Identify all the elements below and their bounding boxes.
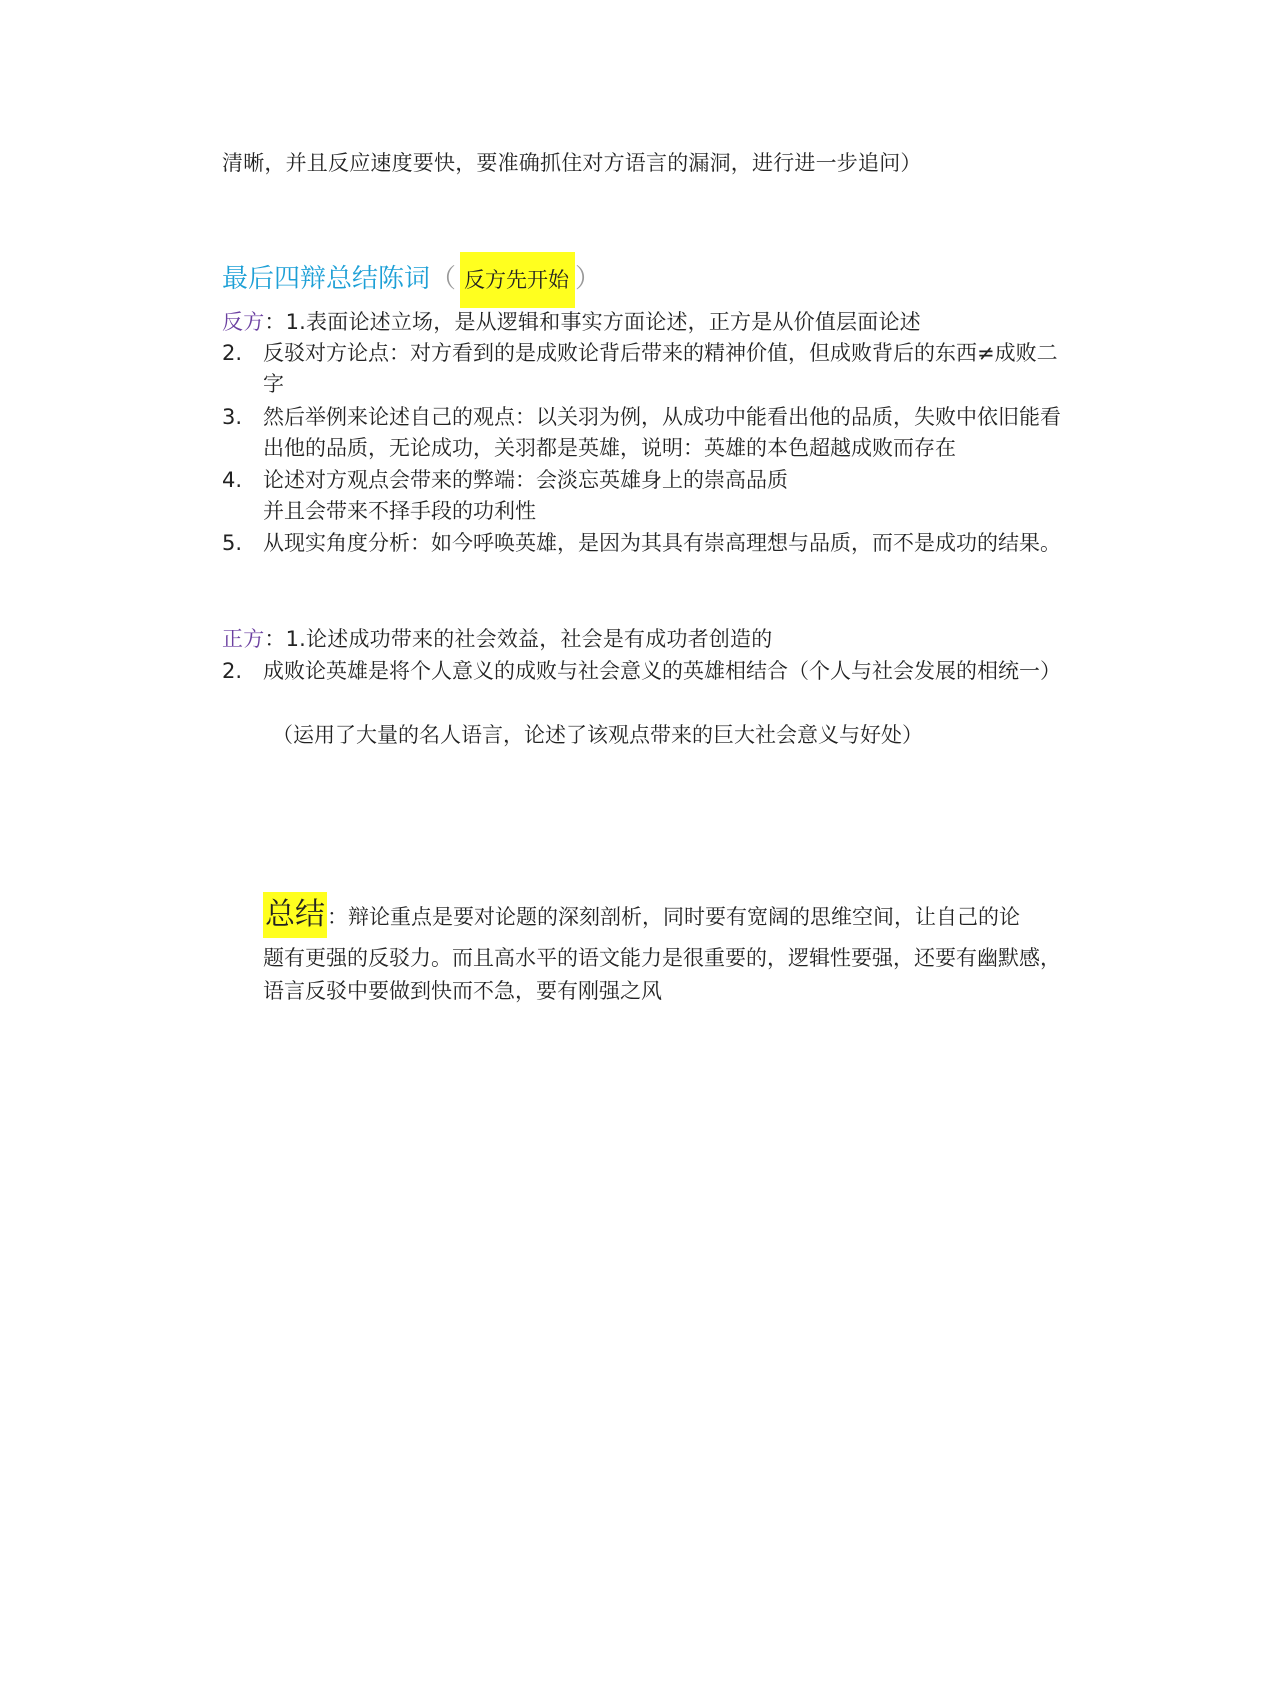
list-number: 4. [222,468,243,492]
section-heading [222,252,601,308]
continued-paragraph: 清晰，并且反应速度要快，要准确抓住对方语言的漏洞，进行进一步追问） [222,151,922,175]
summary-colon: ： [327,905,348,929]
pro-speaker-label: 正方 [222,627,265,651]
list-text: 反驳对方论点：对方看到的是成败论背后带来的精神价值，但成败背后的东西≠成败二字 [263,341,1058,396]
pro-point-1: 1.论述成功带来的社会效益，社会是有成功者创造的 [285,627,773,651]
list-number: 5. [222,531,243,555]
list-text-continuation: 并且会带来不择手段的功利性 [263,499,536,523]
con-first-line [222,307,921,338]
pro-first-line [222,624,772,655]
summary-label: 总结 [263,892,327,938]
list-number: 3. [222,405,243,429]
list-number: 2. [222,341,243,365]
summary-text-rest: 题有更强的反驳力。而且高水平的语文能力是很重要的，逻辑性要强，还要有幽默感，语言反驳中要做到快而不急，要有刚强之风 [263,946,1061,1003]
list-note: （运用了大量的名人语言，论述了该观点带来的巨大社会意义与好处） [272,723,923,747]
section-title: 最后四辩总结陈词 [222,264,431,294]
pro-colon: ： [264,627,286,651]
list-text: 从现实角度分析：如今呼唤英雄，是因为其具有崇高理想与品质，而不是成功的结果。 [263,531,1061,555]
list-text: 成败论英雄是将个人意义的成败与社会意义的英雄相结合（个人与社会发展的相统一） [263,659,1061,683]
list-text: 论述对方观点会带来的弊端：会淡忘英雄身上的崇高品质 [263,468,788,492]
close-paren: ） [575,264,602,294]
summary-text-first: 辩论重点是要对论题的深刻剖析，同时要有宽阔的思维空间，让自己的论 [348,905,1020,929]
summary-first-line [263,892,1020,940]
open-paren: （ [430,264,457,294]
con-colon: ： [264,310,286,334]
list-text: 然后举例来论述自己的观点：以关羽为例，从成功中能看出他的品质，失败中依旧能看出他的品质，无论成功，关羽都是英雄，说明：英雄的本色超越成败而存在 [263,405,1061,460]
con-point-1: 1.表面论述立场，是从逻辑和事实方面论述，正方是从价值层面论述 [285,310,921,334]
list-number: 2. [222,659,243,683]
highlighted-note: 反方先开始 [460,252,575,308]
con-speaker-label: 反方 [222,310,265,334]
